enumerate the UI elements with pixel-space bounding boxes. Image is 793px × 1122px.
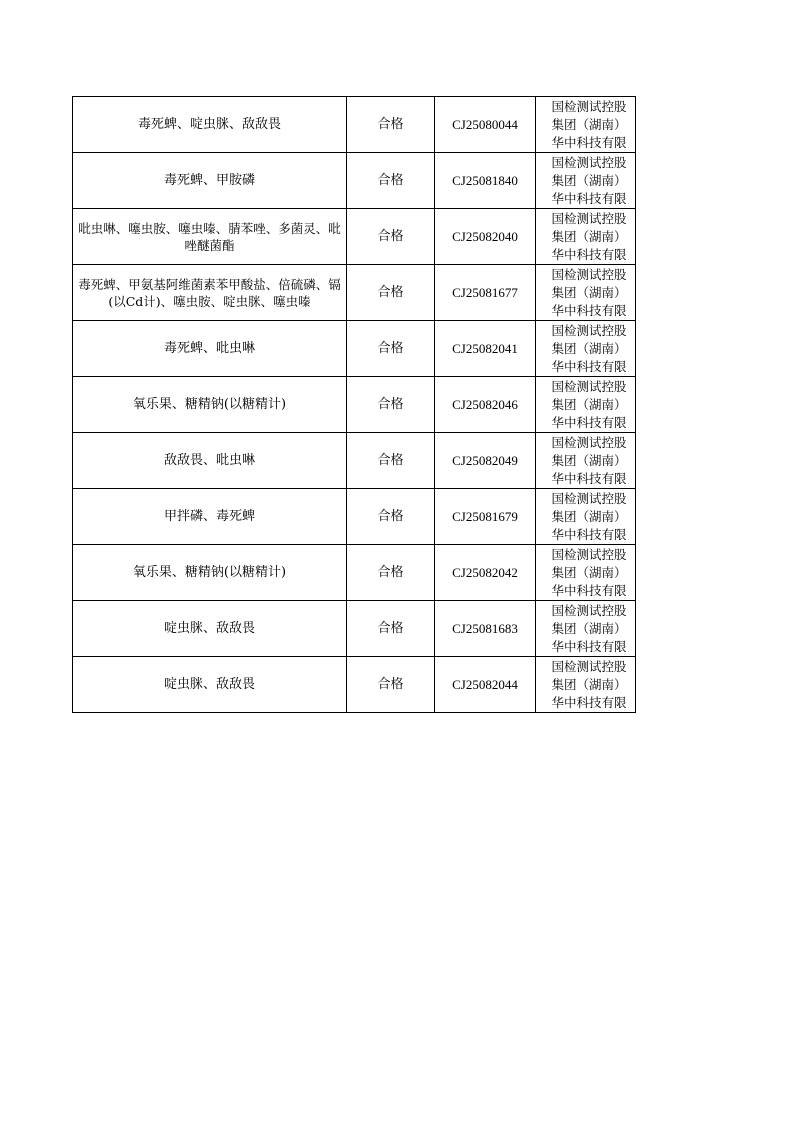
result-cell: 合格 [347, 433, 435, 489]
report-code-cell: CJ25082044 [435, 657, 536, 713]
test-items-cell [73, 601, 347, 657]
testing-org-line: 华中科技有限 [551, 414, 627, 430]
test-items-cell [73, 97, 347, 153]
result-cell: 合格 [347, 377, 435, 433]
test-items-cell [73, 433, 347, 489]
testing-org-line: 国检测试控股 [551, 602, 627, 618]
table-row [73, 377, 636, 433]
testing-org-line: 国检测试控股 [551, 378, 627, 394]
report-code-cell: CJ25080044 [435, 97, 536, 153]
testing-org-line: 集团（湖南） [551, 396, 627, 412]
test-items-text: 毒死蜱、吡虫啉 [163, 341, 255, 356]
testing-org-line: 集团（湖南） [551, 452, 627, 468]
testing-org-cell [536, 153, 636, 209]
table-row [73, 97, 636, 153]
testing-org-line: 华中科技有限 [551, 470, 627, 486]
testing-org-line: 国检测试控股 [551, 546, 627, 562]
test-items-cell [73, 377, 347, 433]
test-items-cell [73, 321, 347, 377]
testing-org-cell [536, 545, 636, 601]
table-row [73, 321, 636, 377]
report-code-cell: CJ25081840 [435, 153, 536, 209]
result-cell: 合格 [347, 209, 435, 265]
result-cell: 合格 [347, 601, 435, 657]
report-code-cell: CJ25082041 [435, 321, 536, 377]
test-items-text: 甲拌磷、毒死蜱 [163, 509, 255, 524]
testing-org-line: 华中科技有限 [551, 358, 627, 374]
result-cell: 合格 [347, 545, 435, 601]
test-items-text: 毒死蜱、甲胺磷 [163, 173, 255, 188]
testing-org-line: 国检测试控股 [551, 434, 627, 450]
testing-org-cell [536, 433, 636, 489]
test-items-text: 毒死蜱、啶虫脒、敌敌畏 [137, 117, 281, 132]
testing-org-line: 集团（湖南） [551, 564, 627, 580]
testing-org-cell [536, 265, 636, 321]
table-row [73, 545, 636, 601]
test-items-text: 毒死蜱、甲氨基阿维菌素苯甲酸盐、倍硫磷、镉(以Cd计)、噻虫胺、啶虫脒、噻虫嗪 [78, 276, 341, 309]
test-items-text: 敌敌畏、吡虫啉 [163, 453, 255, 468]
test-items-cell [73, 209, 347, 265]
report-code-cell: CJ25082049 [435, 433, 536, 489]
testing-org-line: 国检测试控股 [551, 154, 627, 170]
testing-org-line: 国检测试控股 [551, 322, 627, 338]
result-cell: 合格 [347, 153, 435, 209]
test-items-text: 吡虫啉、噻虫胺、噻虫嗪、腈苯唑、多菌灵、吡唑醚菌酯 [78, 220, 341, 253]
testing-org-cell [536, 489, 636, 545]
testing-org-line: 集团（湖南） [551, 284, 627, 300]
result-cell: 合格 [347, 657, 435, 713]
report-code-cell: CJ25081683 [435, 601, 536, 657]
testing-org-line: 国检测试控股 [551, 490, 627, 506]
test-items-cell [73, 489, 347, 545]
table-row [73, 265, 636, 321]
testing-org-line: 集团（湖南） [551, 620, 627, 636]
testing-org-line: 集团（湖南） [551, 116, 627, 132]
testing-org-line: 华中科技有限 [551, 582, 627, 598]
table-row [73, 433, 636, 489]
report-code-cell: CJ25082046 [435, 377, 536, 433]
table-row [73, 209, 636, 265]
testing-org-line: 国检测试控股 [551, 266, 627, 282]
result-cell: 合格 [347, 97, 435, 153]
testing-org-line: 国检测试控股 [551, 658, 627, 674]
test-items-text: 啶虫脒、敌敌畏 [163, 621, 255, 636]
table-row [73, 657, 636, 713]
testing-org-cell [536, 321, 636, 377]
testing-org-cell [536, 601, 636, 657]
testing-org-line: 华中科技有限 [551, 638, 627, 654]
testing-org-line: 华中科技有限 [551, 694, 627, 710]
testing-org-cell [536, 97, 636, 153]
testing-org-line: 国检测试控股 [551, 210, 627, 226]
testing-org-line: 集团（湖南） [551, 172, 627, 188]
testing-org-line: 华中科技有限 [551, 190, 627, 206]
testing-org-line: 国检测试控股 [551, 98, 627, 114]
testing-org-line: 华中科技有限 [551, 134, 627, 150]
result-cell: 合格 [347, 489, 435, 545]
test-items-text: 氧乐果、糖精钠(以糖精计) [132, 397, 287, 412]
test-items-text: 氧乐果、糖精钠(以糖精计) [132, 565, 287, 580]
test-items-text: 啶虫脒、敌敌畏 [163, 677, 255, 692]
table-row [73, 153, 636, 209]
testing-org-cell [536, 377, 636, 433]
testing-org-cell [536, 209, 636, 265]
report-code-cell: CJ25081679 [435, 489, 536, 545]
testing-org-line: 华中科技有限 [551, 302, 627, 318]
result-cell: 合格 [347, 265, 435, 321]
test-items-cell [73, 657, 347, 713]
result-cell: 合格 [347, 321, 435, 377]
testing-org-cell [536, 657, 636, 713]
test-items-cell [73, 265, 347, 321]
testing-org-line: 集团（湖南） [551, 340, 627, 356]
testing-org-line: 集团（湖南） [551, 676, 627, 692]
inspection-results-table [72, 96, 636, 713]
table-row [73, 601, 636, 657]
report-code-cell: CJ25082042 [435, 545, 536, 601]
testing-org-line: 集团（湖南） [551, 228, 627, 244]
testing-org-line: 华中科技有限 [551, 526, 627, 542]
table-row [73, 489, 636, 545]
test-items-cell [73, 153, 347, 209]
test-items-cell [73, 545, 347, 601]
report-code-cell: CJ25082040 [435, 209, 536, 265]
report-code-cell: CJ25081677 [435, 265, 536, 321]
testing-org-line: 华中科技有限 [551, 246, 627, 262]
table-body [73, 97, 636, 713]
testing-org-line: 集团（湖南） [551, 508, 627, 524]
